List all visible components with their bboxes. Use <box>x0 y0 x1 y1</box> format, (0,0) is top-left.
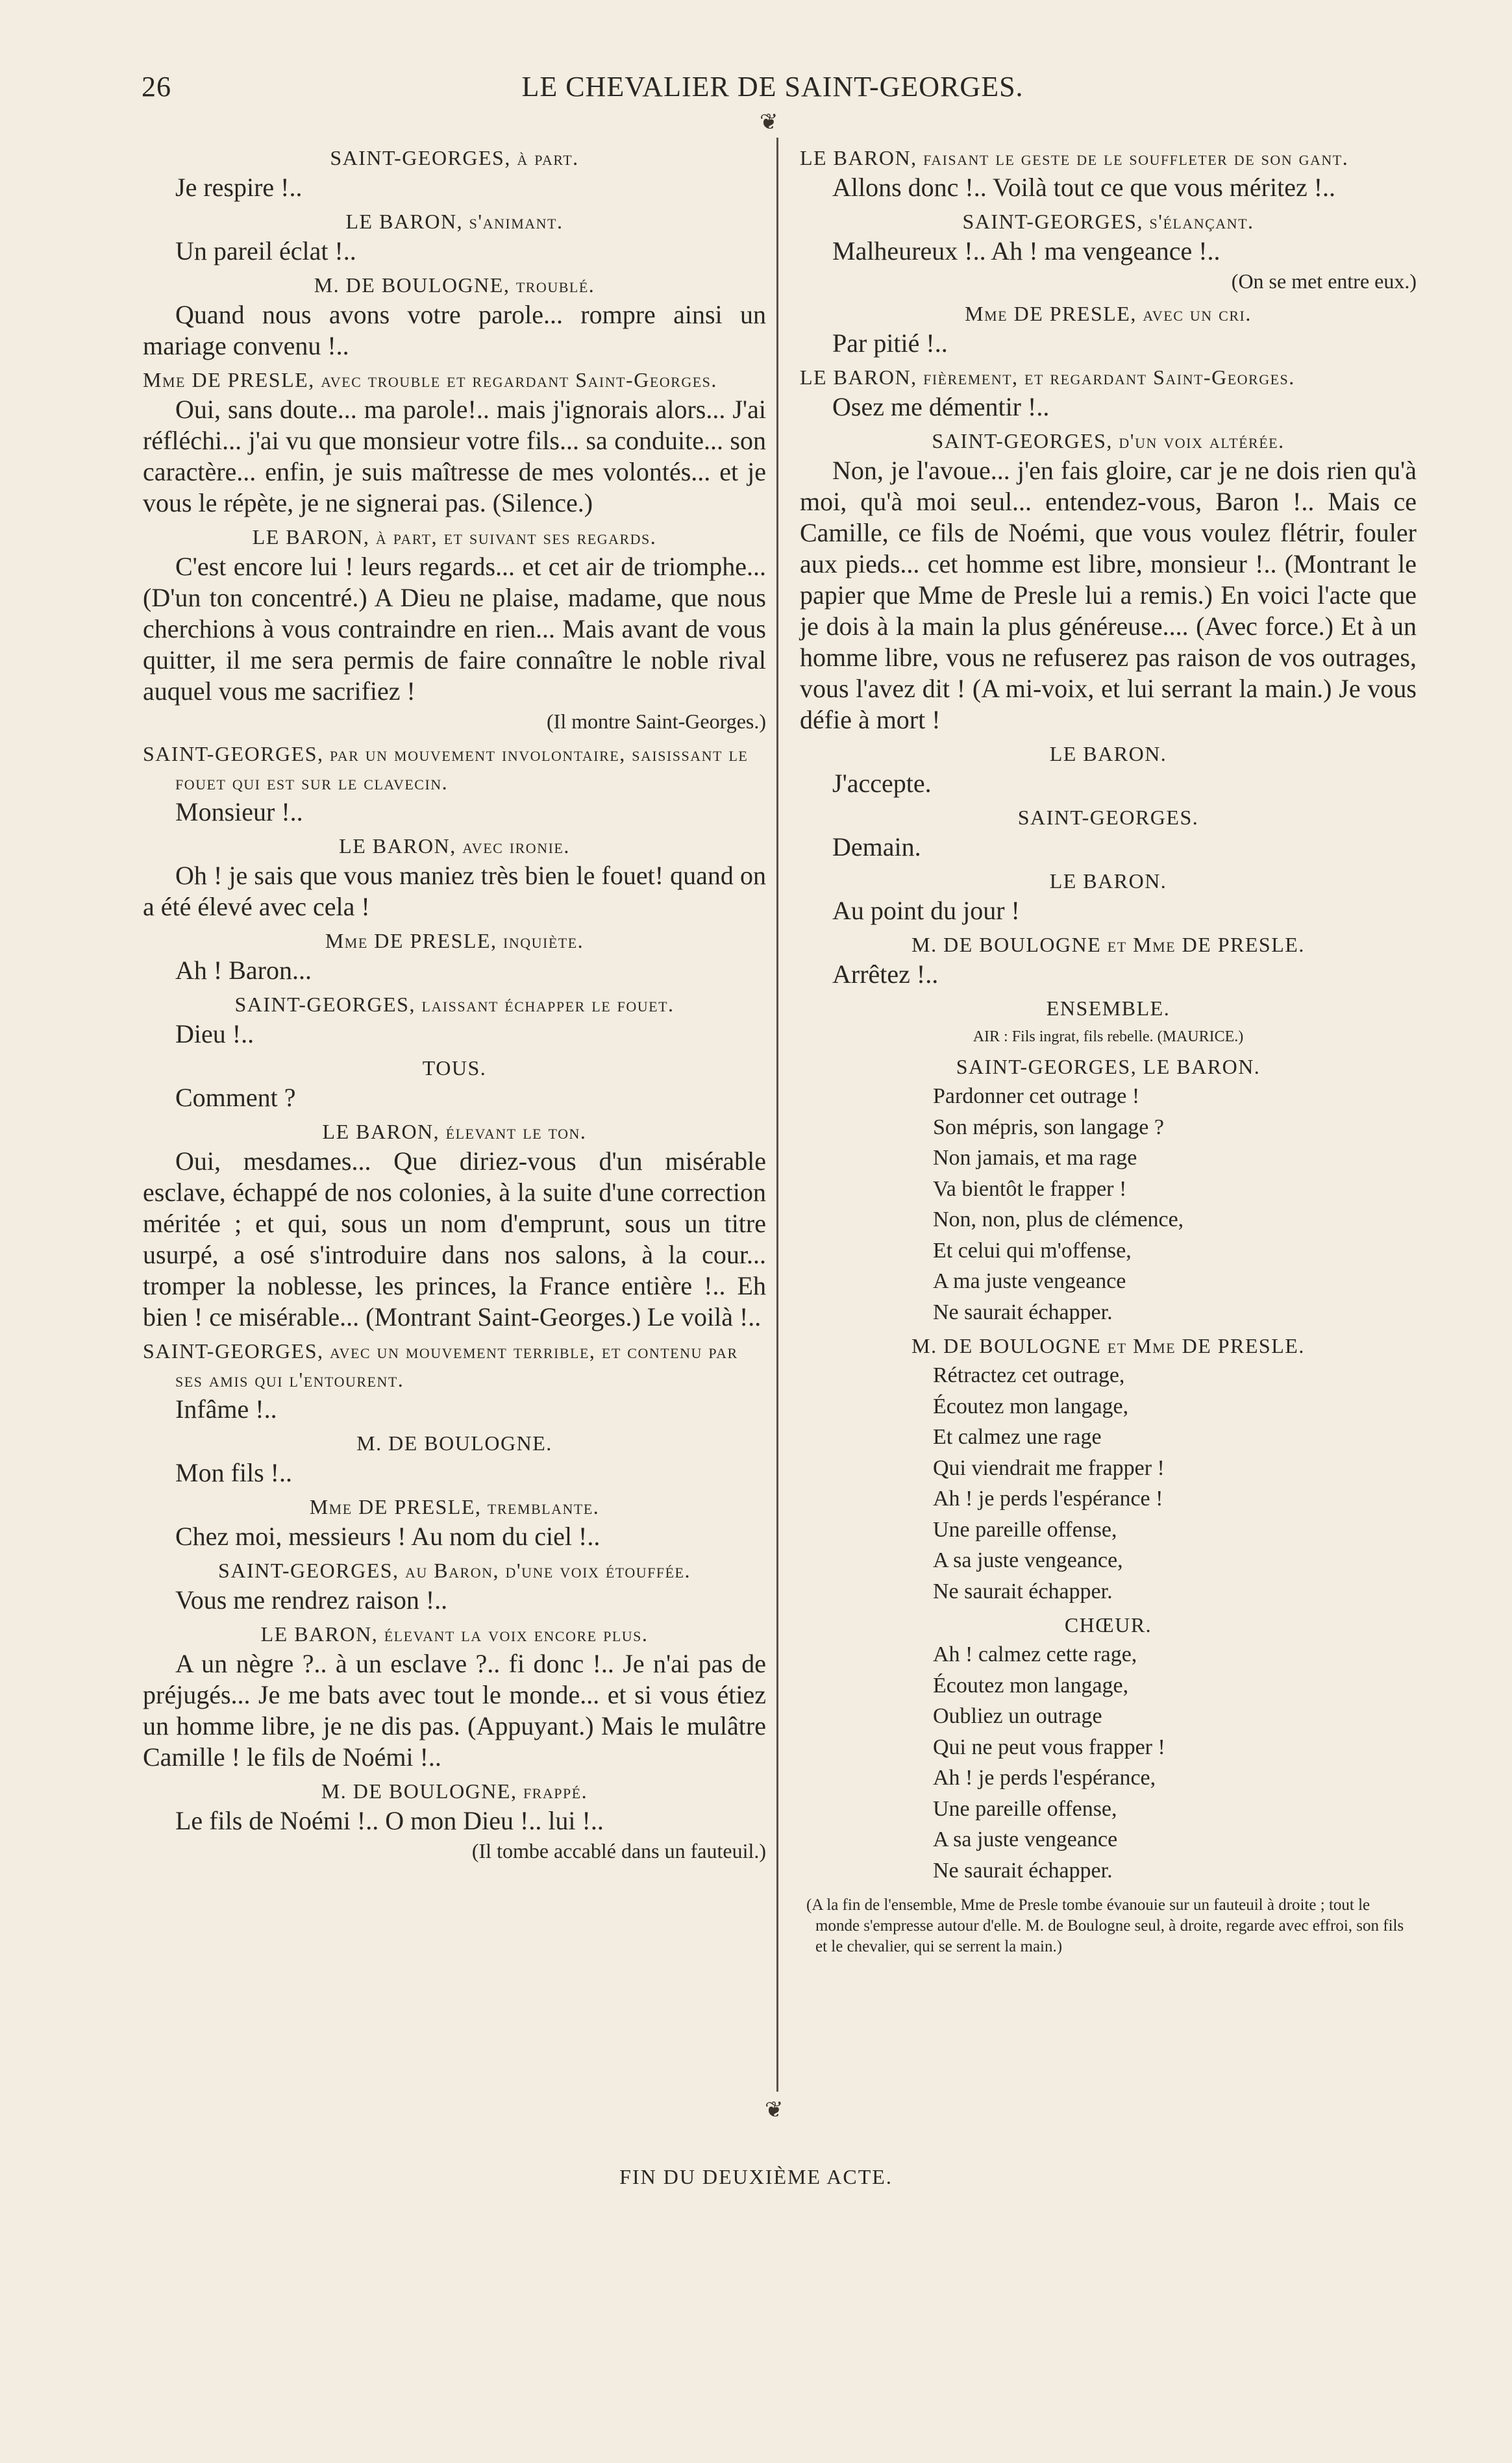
page-number: 26 <box>142 71 171 103</box>
stage-direction: (Il montre Saint-Georges.) <box>547 710 766 733</box>
speaker-heading: SAINT-GEORGES, s'élançant. <box>962 210 1254 233</box>
verse-line: Écoutez mon langage, <box>933 1394 1129 1418</box>
speaker-heading: TOUS. <box>422 1056 487 1080</box>
dialogue-paragraph: Malheureux !.. Ah ! ma vengeance !.. <box>832 236 1221 266</box>
speaker-heading: SAINT-GEORGES, à part. <box>330 146 579 169</box>
dialogue-paragraph: Non, je l'avoue... j'en fais gloire, car je ne dois rien qu'à moi, qu'à moi seul... entendez-vous, Baron !.. Mais ce Camille, ce fils de Noémi, que vous voulez flétrir, fouler aux pieds... cet homme est libre, monsieur !.. (Montrant le papier que Mme de Presle lui a remis.) En voici l'acte que je dois à la main la plus généreuse.... (Avec force.) Et à un homme libre, vous ne refuserez pas raison de vos outrages, vous l'avez dit ! (A mi-voix, et lui serrant la main.) Je vous défie à mort ! <box>800 456 1417 734</box>
verse-line: Va bientôt le frapper ! <box>933 1176 1127 1201</box>
act-end-title: FIN DU DEUXIÈME ACTE. <box>619 2165 893 2188</box>
dialogue-paragraph: Un pareil éclat !.. <box>175 236 356 266</box>
speaker-heading: SAINT-GEORGES. <box>1017 806 1199 829</box>
speaker-heading: M. DE BOULOGNE. <box>356 1431 552 1455</box>
verse-line: Ne saurait échapper. <box>933 1579 1113 1603</box>
stage-direction: (Il tombe accablé dans un fauteuil.) <box>471 1839 766 1863</box>
speaker-heading: LE BARON. <box>1049 742 1167 765</box>
running-title: LE CHEVALIER DE SAINT-GEORGES. <box>521 71 1024 103</box>
stage-direction: (On se met entre eux.) <box>1231 269 1417 293</box>
verse-line: Une pareille offense, <box>933 1796 1117 1821</box>
dialogue-paragraph: Infâme !.. <box>175 1394 277 1424</box>
air-indication: AIR : Fils ingrat, fils rebelle. (MAURICE.) <box>973 1028 1244 1045</box>
speaker-heading: M. DE BOULOGNE et Mme DE PRESLE. <box>911 1334 1305 1357</box>
speaker-heading: LE BARON, à part, et suivant ses regards. <box>252 525 657 549</box>
speaker-heading: LE BARON, élevant la voix encore plus. <box>260 1622 649 1646</box>
verse-line: Son mépris, son langage ? <box>933 1115 1164 1139</box>
dialogue-paragraph: Demain. <box>832 832 921 861</box>
left-column <box>143 140 766 1865</box>
verse-line: Non jamais, et ma rage <box>933 1146 1137 1170</box>
verse-line: Et calmez une rage <box>933 1425 1102 1449</box>
dialogue-paragraph: Je respire !.. <box>175 173 303 202</box>
dialogue-paragraph: Ah ! Baron... <box>175 956 312 985</box>
speaker-heading: LE BARON, avec ironie. <box>339 834 570 858</box>
speaker-heading: SAINT-GEORGES, d'un voix altérée. <box>932 429 1285 452</box>
speaker-heading: ENSEMBLE. <box>1046 996 1171 1020</box>
dialogue-paragraph: Oui, sans doute... ma parole!.. mais j'ignorais alors... J'ai réfléchi... j'ai vu que monsieur votre fils... sa conduite... son caractère... enfin, je suis maîtresse de mes volontés... et je vous le répète, je ne signerai pas. (Silence.) <box>143 395 766 517</box>
speaker-heading: LE BARON, s'animant. <box>345 210 564 233</box>
speaker-heading: SAINT-GEORGES, LE BARON. <box>956 1055 1261 1078</box>
speaker-heading: LE BARON, fièrement, et regardant Saint-Georges. <box>800 365 1295 389</box>
dialogue-paragraph: Chez moi, messieurs ! Au nom du ciel !.. <box>175 1522 601 1551</box>
dialogue-paragraph: Le fils de Noémi !.. O mon Dieu !.. lui !.. <box>175 1806 604 1835</box>
verse-line: Ne saurait échapper. <box>933 1858 1113 1883</box>
verse-line: Ah ! je perds l'espérance, <box>933 1766 1156 1790</box>
dialogue-paragraph: Au point du jour ! <box>832 896 1020 925</box>
verse-line: Qui viendrait me frapper ! <box>933 1455 1165 1480</box>
speaker-heading: M. DE BOULOGNE et Mme DE PRESLE. <box>911 933 1305 956</box>
speaker-heading: LE BARON, élevant le ton. <box>322 1120 587 1143</box>
dialogue-paragraph: Mon fils !.. <box>175 1458 292 1487</box>
dialogue-paragraph: Osez me démentir !.. <box>832 392 1050 421</box>
verse-line: Ah ! calmez cette rage, <box>933 1642 1137 1666</box>
dialogue-paragraph: Quand nous avons votre parole... rompre ainsi un mariage convenu !.. <box>143 300 766 360</box>
dialogue-paragraph: Allons donc !.. Voilà tout ce que vous méritez !.. <box>832 173 1336 202</box>
verse-line: Oubliez un outrage <box>933 1704 1102 1728</box>
dialogue-paragraph: Arrêtez !.. <box>832 959 939 989</box>
dialogue-paragraph: J'accepte. <box>832 769 932 798</box>
verse-line: Qui ne peut vous frapper ! <box>933 1735 1165 1759</box>
verse-line: A sa juste vengeance, <box>933 1548 1123 1572</box>
verse-line: A sa juste vengeance <box>933 1827 1118 1851</box>
speaker-heading: SAINT-GEORGES, avec un mouvement terrible, et contenu par ses amis qui l'entourent. <box>143 1339 738 1391</box>
dialogue-paragraph: Oui, mesdames... Que diriez-vous d'un misérable esclave, échappé de nos colonies, à la suite d'une correction méritée ; et qui, sous un nom d'emprunt, sous un titre usurpé, a osé s'introduire dans nos salons, à la cour... tromper la noblesse, les princes, la France entière !.. Eh bien ! ce misérable... (Montrant Saint-Georges.) Le voilà !.. <box>143 1146 766 1331</box>
verse-line: Ne saurait échapper. <box>933 1300 1113 1324</box>
dialogue-paragraph: Vous me rendrez raison !.. <box>175 1585 448 1615</box>
speaker-heading: Mme DE PRESLE, inquiète. <box>325 929 584 952</box>
dialogue-paragraph: Par pitié !.. <box>832 328 948 358</box>
dialogue-paragraph: Monsieur !.. <box>175 797 303 826</box>
verse-line: Et celui qui m'offense, <box>933 1238 1132 1263</box>
speaker-heading: LE BARON. <box>1049 869 1167 893</box>
verse-line: Écoutez mon langage, <box>933 1673 1129 1698</box>
verse-line: A ma juste vengeance <box>933 1269 1126 1293</box>
speaker-heading: SAINT-GEORGES, par un mouvement involontaire, saisissant le fouet qui est sur le clavecin. <box>143 742 749 794</box>
speaker-heading: Mme DE PRESLE, avec un cri. <box>965 302 1252 325</box>
dialogue-paragraph: C'est encore lui ! leurs regards... et cet air de triomphe... (D'un ton concentré.) A Dieu ne plaise, madame, que nous cherchions à vous contraindre en rien... Mais avant de vous quitter, il me sera permis de faire connaître le noble rival auquel vous me sacrifiez ! <box>143 552 766 706</box>
dialogue-paragraph: A un nègre ?.. à un esclave ?.. fi donc !.. Je n'ai pas de préjugés... Je me bats avec tout le monde... et si vous étiez un homme libre, je ne dis pas. (Appuyant.) Mais le mulâtre Camille ! le fils de Noémi !.. <box>143 1649 766 1772</box>
column-divider <box>776 138 778 2092</box>
speaker-heading: M. DE BOULOGNE, troublé. <box>314 273 595 297</box>
fleuron-ornament-icon: ❦ <box>765 2098 784 2122</box>
speaker-heading: LE BARON, faisant le geste de le souffleter de son gant. <box>800 146 1349 169</box>
verse-line: Une pareille offense, <box>933 1517 1117 1542</box>
verse-line: Non, non, plus de clémence, <box>933 1207 1184 1232</box>
right-column <box>800 140 1417 1957</box>
speaker-heading: Mme DE PRESLE, tremblante. <box>309 1495 600 1518</box>
dialogue-paragraph: Dieu !.. <box>175 1019 254 1048</box>
stage-note: (A la fin de l'ensemble, Mme de Presle tombe évanouie sur un fauteuil à droite ; tout le monde s'empresse autour d'elle. M. de Boulogne seul, à droite, regarde avec effroi, son fils et le chevalier, qui se serrent la main.) <box>806 1896 1404 1955</box>
verse-line: Ah ! je perds l'espérance ! <box>933 1487 1163 1511</box>
verse-line: Rétractez cet outrage, <box>933 1363 1125 1387</box>
speaker-heading: CHŒUR. <box>1064 1613 1152 1637</box>
fleuron-ornament-icon: ❦ <box>760 110 778 134</box>
page-header <box>136 70 1409 109</box>
speaker-heading: M. DE BOULOGNE, frappé. <box>321 1779 588 1803</box>
dialogue-paragraph: Oh ! je sais que vous maniez très bien le fouet! quand on a été élevé avec cela ! <box>143 861 766 921</box>
dialogue-paragraph: Comment ? <box>175 1083 296 1112</box>
verse-line: Pardonner cet outrage ! <box>933 1084 1140 1108</box>
speaker-heading: SAINT-GEORGES, laissant échapper le fouet. <box>234 993 675 1016</box>
speaker-heading: SAINT-GEORGES, au Baron, d'une voix étouffée. <box>218 1559 691 1582</box>
speaker-heading: Mme DE PRESLE, avec trouble et regardant Saint-Georges. <box>143 368 717 391</box>
